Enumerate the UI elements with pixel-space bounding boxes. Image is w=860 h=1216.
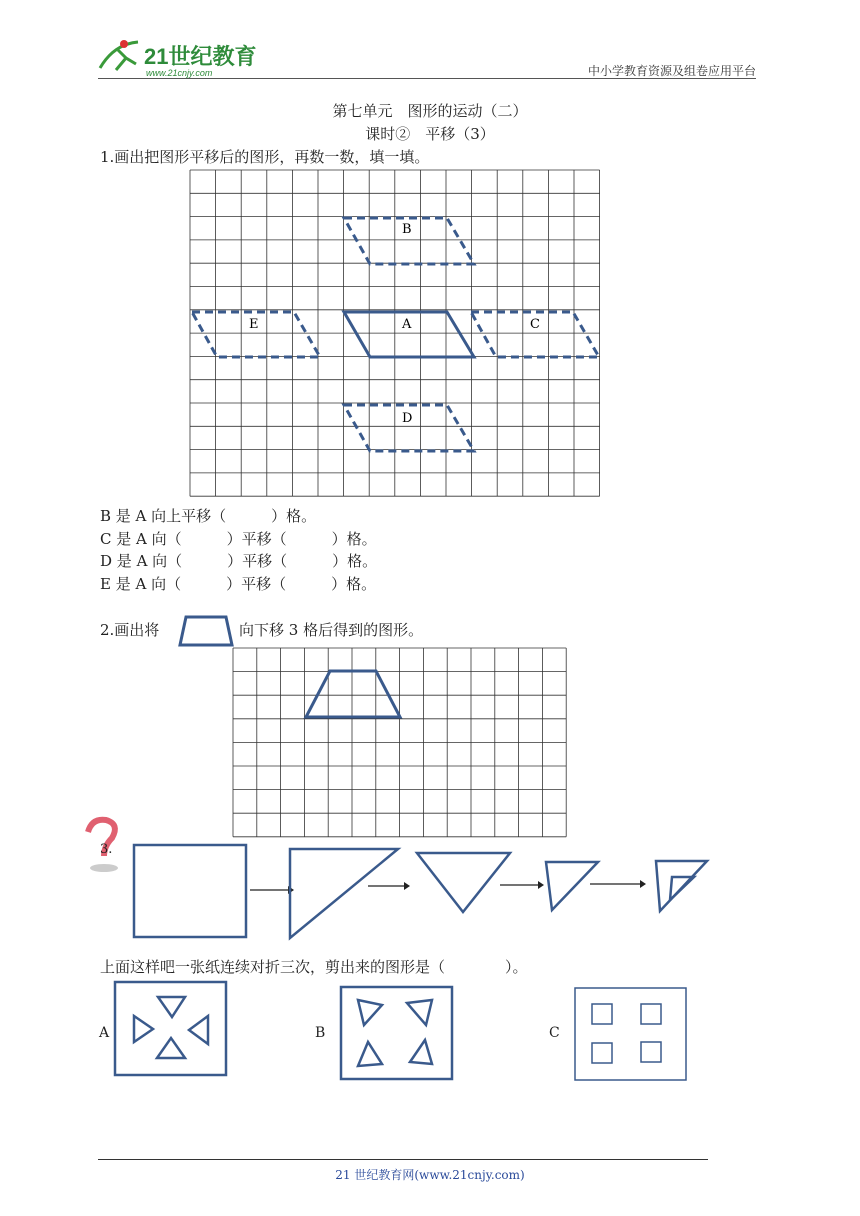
- platform-text: 中小学教育资源及组卷应用平台: [587, 64, 756, 78]
- q1-line-d: D 是 A 向（ ）平移（ ）格。: [100, 552, 378, 570]
- footer-divider: [98, 1159, 708, 1160]
- label-a: A: [402, 317, 412, 332]
- option-b-triangle-bl: [358, 1042, 382, 1066]
- fold-step-triangle-cut: [656, 861, 707, 911]
- option-b-label[interactable]: B: [315, 1025, 326, 1041]
- fold-step-triangle-1: [290, 849, 398, 938]
- q1-line-e: E 是 A 向（ ）平移（ ）格。: [100, 575, 377, 593]
- q1-line-b: B 是 A 向上平移（ ）格。: [100, 507, 317, 525]
- option-c-square-tl: [592, 1004, 612, 1024]
- q3-question: 上面这样吧一张纸连续对折三次，剪出来的图形是（ ）。: [100, 958, 528, 976]
- option-b-triangle-br: [410, 1040, 432, 1064]
- option-c-square-bl: [592, 1043, 612, 1063]
- prompt-trapezoid-icon: [180, 617, 232, 645]
- svg-text:www.21cnjy.com: www.21cnjy.com: [146, 68, 213, 78]
- option-a-triangle-bottom: [157, 1038, 185, 1058]
- fold-step-triangle-3: [546, 862, 598, 910]
- label-c: C: [530, 317, 540, 332]
- q1-line-c: C 是 A 向（ ）平移（ ）格。: [100, 530, 377, 548]
- cut-triangle: [670, 877, 694, 900]
- q1-grid: [190, 170, 600, 496]
- lesson-title: 课时② 平移（3）: [365, 125, 495, 143]
- footer-text: 21 世纪教育网(www.21cnjy.com): [335, 1168, 525, 1182]
- option-c-label[interactable]: C: [549, 1025, 560, 1041]
- label-e: E: [249, 317, 259, 332]
- option-c-square-tr: [641, 1004, 661, 1024]
- q2-prompt-before: 2.画出将: [100, 621, 160, 639]
- q2-prompt-after: 向下移 3 格后得到的图形。: [239, 621, 424, 639]
- fold-step-triangle-2: [417, 853, 510, 912]
- option-a-triangle-left: [134, 1016, 153, 1042]
- fold-step-square: [134, 845, 246, 937]
- option-b-triangle-tr: [407, 1000, 432, 1025]
- q1-prompt: 1.画出把图形平移后的图形，再数一数，填一填。: [100, 148, 430, 166]
- svg-text:21世纪教育: 21世纪教育: [144, 44, 257, 69]
- unit-title: 第七单元 图形的运动（二）: [332, 102, 528, 120]
- option-a-triangle-top: [158, 997, 185, 1017]
- label-b: B: [402, 222, 412, 237]
- option-b-triangle-tl: [358, 1000, 382, 1025]
- option-a-triangle-right: [189, 1016, 208, 1044]
- q2-grid: [233, 648, 566, 837]
- option-a-label[interactable]: A: [99, 1025, 110, 1041]
- trapezoid-shape: [306, 671, 400, 717]
- option-c-square-br: [641, 1042, 661, 1062]
- option-c-box: [575, 988, 686, 1080]
- label-d: D: [402, 411, 413, 426]
- q3-number: 3.: [100, 842, 113, 857]
